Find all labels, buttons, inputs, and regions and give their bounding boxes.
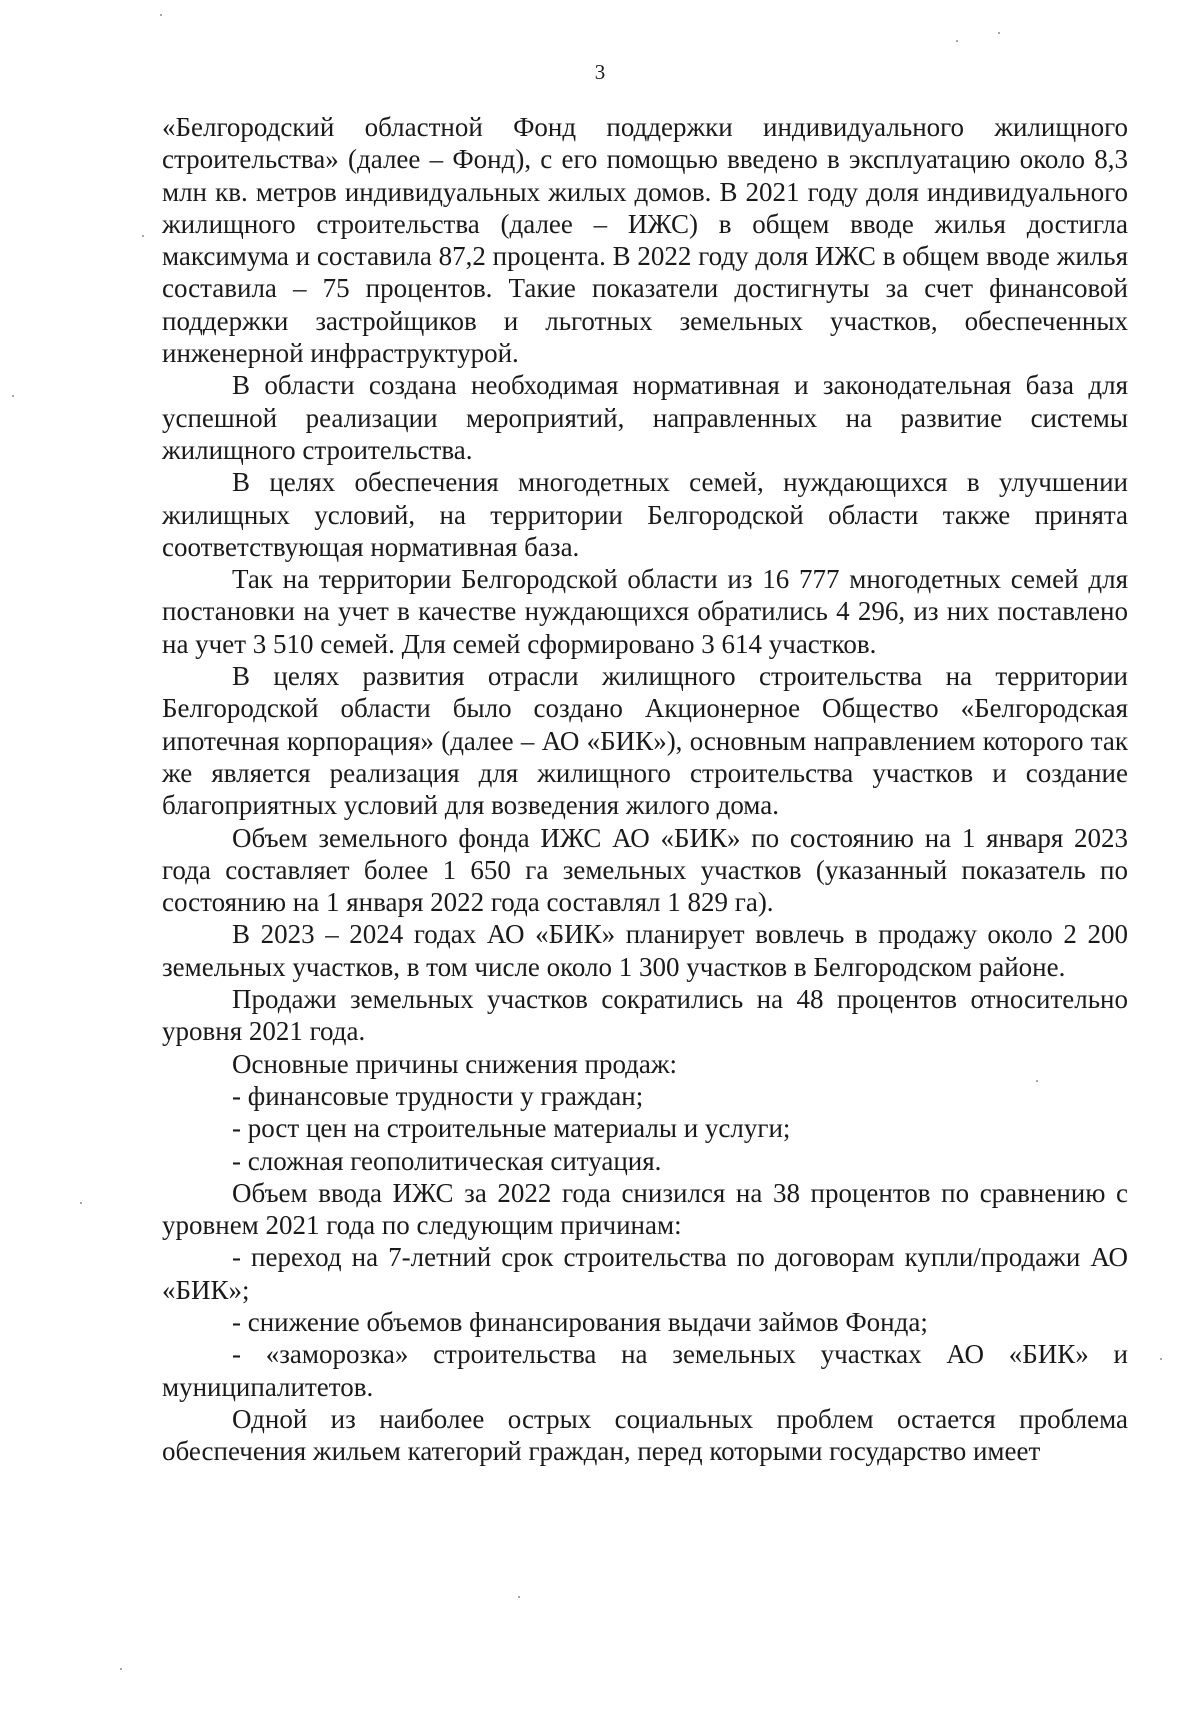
page-number: 3 [594,60,606,84]
scan-speck [518,1596,520,1598]
list-item: - снижение объемов финансирования выдачи займов Фонда; [232,1306,928,1337]
scan-speck [12,395,14,397]
scan-speck [120,1668,122,1670]
paragraph-family-stats: Так на территории Белгородской области из 16 777 многодетных семей для постановки на учет в качестве нуждающихся обратились 4 296, из них поставлено на учет 3 510 семей. Для семей сформировано 3 614 участков. [162,564,1128,659]
list-heading-reasons: Основные причины снижения продаж: [232,1048,678,1079]
scan-speck [1036,1080,1038,1082]
paragraph-land-fund: Объем земельного фонда ИЖС АО «БИК» по состоянию на 1 января 2023 года составляет более 1 650 га земельных участков (указанный показатель по состоянию на 1 января 2022 года составлял 1 829 га). [162,822,1128,918]
list-item: - рост цен на строительные материалы и услуги; [232,1113,791,1144]
paragraph-legal-base: В области создана необходимая нормативная и законодательная база для успешной реализации мероприятий, направленных на развитие системы жилищного строительства. [162,370,1128,465]
paragraph-sales-decline: Продажи земельных участков сократились на 48 процентов относительно уровня 2021 года. [162,984,1128,1047]
scan-speck [160,14,162,16]
paragraph-input-decline: Объем ввода ИЖС за 2022 года снизился на 38 процентов по сравнению с уровнем 2021 года по следующим причинам: [162,1177,1128,1241]
scan-speck [998,32,1000,34]
list-item: - финансовые трудности у граждан; [232,1080,644,1111]
list-item: - переход на 7-летний срок строительства по договорам купли/продажи АО «БИК»; [162,1242,1128,1305]
paragraph-sales-plan: В 2023 – 2024 годах АО «БИК» планирует вовлечь в продажу около 2 200 земельных участков, в том числе около 1 300 участков в Белгородском районе. [162,919,1128,982]
scan-speck [1160,1358,1162,1360]
scan-speck [80,1202,82,1204]
scan-speck [956,40,958,42]
paragraph-fund-intro: «Белгородский областной Фонд поддержки индивидуального жилищного строительства» (далее – Фонд), с его помощью введено в эксплуатацию около 8,3 млн кв. метров индивидуальных жилых домов. В 2021 году доля индивидуального жилищного строительства (далее – ИЖС) в общем вводе жилья достигла максимума и составила 87,2 процента. В 2022 году доля ИЖС в общем вводе жилья составила – 75 процентов. Такие показатели достигнуты за счет финансовой поддержки застройщиков и льготных земельных участков, обеспеченных инженерной инфраструктурой. [162,112,1128,369]
paragraph-social-problem: Одной из наиболее острых социальных проблем остается проблема обеспечения жильем категорий граждан, перед которыми государство имеет [162,1403,1128,1467]
list-item: - «заморозка» строительства на земельных участках АО «БИК» и муниципалитетов. [162,1339,1128,1402]
list-item: - сложная геополитическая ситуация. [232,1145,662,1176]
paragraph-bik-creation: В целях развития отрасли жилищного строительства на территории Белгородской области было создано Акционерное Общество «Белгородская ипотечная корпорация» (далее – АО «БИК»), основным направлением которого так же является реализация для жилищного строительства участков и создание благоприятных условий для возведения жилого дома. [162,661,1128,821]
scan-speck [142,235,144,237]
paragraph-large-families: В целях обеспечения многодетных семей, нуждающихся в улучшении жилищных условий, на территории Белгородской области также принята соответствующая нормативная база. [162,467,1128,562]
document-body [162,111,1128,1467]
